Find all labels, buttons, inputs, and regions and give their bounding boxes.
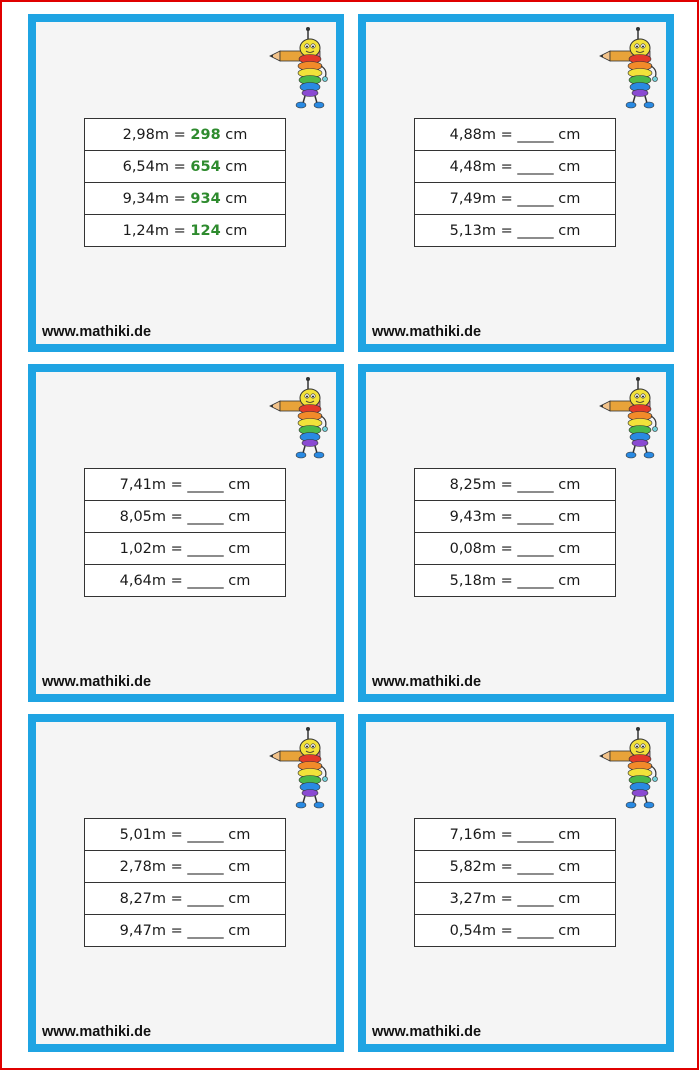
website-label: www.mathiki.de <box>372 1024 482 1040</box>
conversion-cell <box>85 183 286 215</box>
conversion-cell <box>85 851 286 883</box>
unit-label: cm <box>558 476 581 493</box>
equals-sign: = <box>170 572 183 589</box>
website-label: www.mathiki.de <box>372 324 482 340</box>
table-row <box>415 851 616 883</box>
answer-blank: _____ <box>187 572 224 589</box>
unit-label: cm <box>558 890 581 907</box>
equals-sign: = <box>500 890 513 907</box>
equals-sign: = <box>500 476 513 493</box>
unit-label: cm <box>228 540 251 557</box>
table-row <box>415 565 616 597</box>
conversion-cell <box>85 565 286 597</box>
unit-label: cm <box>225 158 248 175</box>
pencil-bee-mascot-icon <box>268 726 330 810</box>
answer-blank: _____ <box>517 922 554 939</box>
unit-label: cm <box>558 222 581 239</box>
answer-blank: _____ <box>187 826 224 843</box>
pencil-bee-mascot-icon <box>598 376 660 460</box>
meter-value: 8,27m <box>119 890 167 907</box>
unit-label: cm <box>228 858 251 875</box>
pencil-bee-mascot-icon <box>598 726 660 810</box>
conversion-cell <box>415 883 616 915</box>
meter-value: 7,41m <box>119 476 167 493</box>
table-row <box>85 501 286 533</box>
conversion-cell <box>85 119 286 151</box>
answer-blank: _____ <box>517 858 554 875</box>
table-row <box>85 183 286 215</box>
meter-value: 8,05m <box>119 508 167 525</box>
table-row <box>415 501 616 533</box>
answer-value: 654 <box>190 158 221 175</box>
conversion-cell <box>415 215 616 247</box>
meter-value: 1,02m <box>119 540 167 557</box>
table-row <box>415 151 616 183</box>
table-row <box>85 215 286 247</box>
conversion-cell <box>415 565 616 597</box>
unit-label: cm <box>228 572 251 589</box>
meter-value: 5,01m <box>119 826 167 843</box>
meter-value: 5,82m <box>449 858 497 875</box>
answer-blank: _____ <box>517 126 554 143</box>
unit-label: cm <box>558 826 581 843</box>
answer-blank: _____ <box>517 508 554 525</box>
equals-sign: = <box>170 476 183 493</box>
task-card-2 <box>358 14 674 352</box>
conversion-cell <box>415 851 616 883</box>
meter-value: 0,08m <box>449 540 497 557</box>
website-label: www.mathiki.de <box>42 324 152 340</box>
task-card-1 <box>28 14 344 352</box>
task-card-3 <box>28 364 344 702</box>
table-row <box>85 533 286 565</box>
equals-sign: = <box>500 826 513 843</box>
conversion-cell <box>85 215 286 247</box>
meter-value: 4,88m <box>449 126 497 143</box>
pencil-bee-mascot-icon <box>598 26 660 110</box>
meter-value: 2,98m <box>122 126 170 143</box>
answer-blank: _____ <box>187 476 224 493</box>
unit-label: cm <box>558 158 581 175</box>
conversion-cell <box>415 119 616 151</box>
table-row <box>415 119 616 151</box>
meter-value: 6,54m <box>122 158 170 175</box>
equals-sign: = <box>170 508 183 525</box>
conversion-cell <box>85 501 286 533</box>
equals-sign: = <box>500 508 513 525</box>
conversion-cell <box>415 183 616 215</box>
unit-label: cm <box>228 826 251 843</box>
website-label: www.mathiki.de <box>42 1024 152 1040</box>
task-card-6 <box>358 714 674 1052</box>
conversion-table <box>414 468 616 597</box>
answer-value: 298 <box>190 126 221 143</box>
table-row <box>85 565 286 597</box>
equals-sign: = <box>500 190 513 207</box>
meter-value: 7,49m <box>449 190 497 207</box>
meter-value: 9,47m <box>119 922 167 939</box>
answer-value: 934 <box>190 190 221 207</box>
table-row <box>85 151 286 183</box>
meter-value: 4,64m <box>119 572 167 589</box>
table-row <box>415 215 616 247</box>
conversion-cell <box>415 151 616 183</box>
answer-blank: _____ <box>517 540 554 557</box>
unit-label: cm <box>228 476 251 493</box>
table-row <box>85 119 286 151</box>
equals-sign: = <box>500 158 513 175</box>
answer-blank: _____ <box>517 190 554 207</box>
conversion-cell <box>415 915 616 947</box>
website-label: www.mathiki.de <box>372 674 482 690</box>
equals-sign: = <box>500 540 513 557</box>
answer-blank: _____ <box>517 890 554 907</box>
meter-value: 8,25m <box>449 476 497 493</box>
unit-label: cm <box>558 126 581 143</box>
answer-blank: _____ <box>187 540 224 557</box>
conversion-cell <box>415 533 616 565</box>
equals-sign: = <box>500 858 513 875</box>
table-row <box>415 533 616 565</box>
conversion-cell <box>85 151 286 183</box>
conversion-cell <box>85 915 286 947</box>
website-label: www.mathiki.de <box>42 674 152 690</box>
meter-value: 3,27m <box>449 890 497 907</box>
table-row <box>85 851 286 883</box>
conversion-cell <box>415 469 616 501</box>
meter-value: 0,54m <box>449 922 497 939</box>
meter-value: 4,48m <box>449 158 497 175</box>
table-row <box>85 915 286 947</box>
conversion-cell <box>415 501 616 533</box>
watermark-text: www.freeprintable.website <box>590 1056 695 1066</box>
equals-sign: = <box>170 540 183 557</box>
conversion-cell <box>85 533 286 565</box>
unit-label: cm <box>225 222 248 239</box>
answer-blank: _____ <box>187 508 224 525</box>
answer-value: 124 <box>190 222 221 239</box>
unit-label: cm <box>228 890 251 907</box>
meter-value: 5,18m <box>449 572 497 589</box>
unit-label: cm <box>225 126 248 143</box>
meter-value: 5,13m <box>449 222 497 239</box>
conversion-cell <box>415 819 616 851</box>
answer-blank: _____ <box>517 222 554 239</box>
unit-label: cm <box>558 540 581 557</box>
unit-label: cm <box>558 922 581 939</box>
unit-label: cm <box>558 858 581 875</box>
table-row <box>415 915 616 947</box>
table-row <box>415 819 616 851</box>
equals-sign: = <box>170 826 183 843</box>
task-card-5 <box>28 714 344 1052</box>
equals-sign: = <box>500 126 513 143</box>
equals-sign: = <box>500 572 513 589</box>
table-row <box>85 469 286 501</box>
conversion-table <box>84 818 286 947</box>
equals-sign: = <box>173 126 186 143</box>
unit-label: cm <box>558 572 581 589</box>
conversion-cell <box>85 883 286 915</box>
meter-value: 9,43m <box>449 508 497 525</box>
task-card-4 <box>358 364 674 702</box>
pencil-bee-mascot-icon <box>268 26 330 110</box>
meter-value: 7,16m <box>449 826 497 843</box>
pencil-bee-mascot-icon <box>268 376 330 460</box>
equals-sign: = <box>173 222 186 239</box>
unit-label: cm <box>228 922 251 939</box>
equals-sign: = <box>170 858 183 875</box>
table-row <box>85 883 286 915</box>
answer-blank: _____ <box>517 572 554 589</box>
unit-label: cm <box>225 190 248 207</box>
conversion-cell <box>85 819 286 851</box>
unit-label: cm <box>228 508 251 525</box>
meter-value: 1,24m <box>122 222 170 239</box>
conversion-table <box>84 118 286 247</box>
equals-sign: = <box>500 922 513 939</box>
answer-blank: _____ <box>517 826 554 843</box>
equals-sign: = <box>170 890 183 907</box>
conversion-table <box>414 118 616 247</box>
answer-blank: _____ <box>517 476 554 493</box>
meter-value: 2,78m <box>119 858 167 875</box>
conversion-table <box>84 468 286 597</box>
unit-label: cm <box>558 508 581 525</box>
unit-label: cm <box>558 190 581 207</box>
meter-value: 9,34m <box>122 190 170 207</box>
equals-sign: = <box>173 158 186 175</box>
table-row <box>415 883 616 915</box>
conversion-table <box>414 818 616 947</box>
conversion-cell <box>85 469 286 501</box>
answer-blank: _____ <box>187 922 224 939</box>
table-row <box>415 183 616 215</box>
answer-blank: _____ <box>187 858 224 875</box>
answer-blank: _____ <box>517 158 554 175</box>
table-row <box>415 469 616 501</box>
equals-sign: = <box>500 222 513 239</box>
answer-blank: _____ <box>187 890 224 907</box>
table-row <box>85 819 286 851</box>
equals-sign: = <box>173 190 186 207</box>
equals-sign: = <box>170 922 183 939</box>
